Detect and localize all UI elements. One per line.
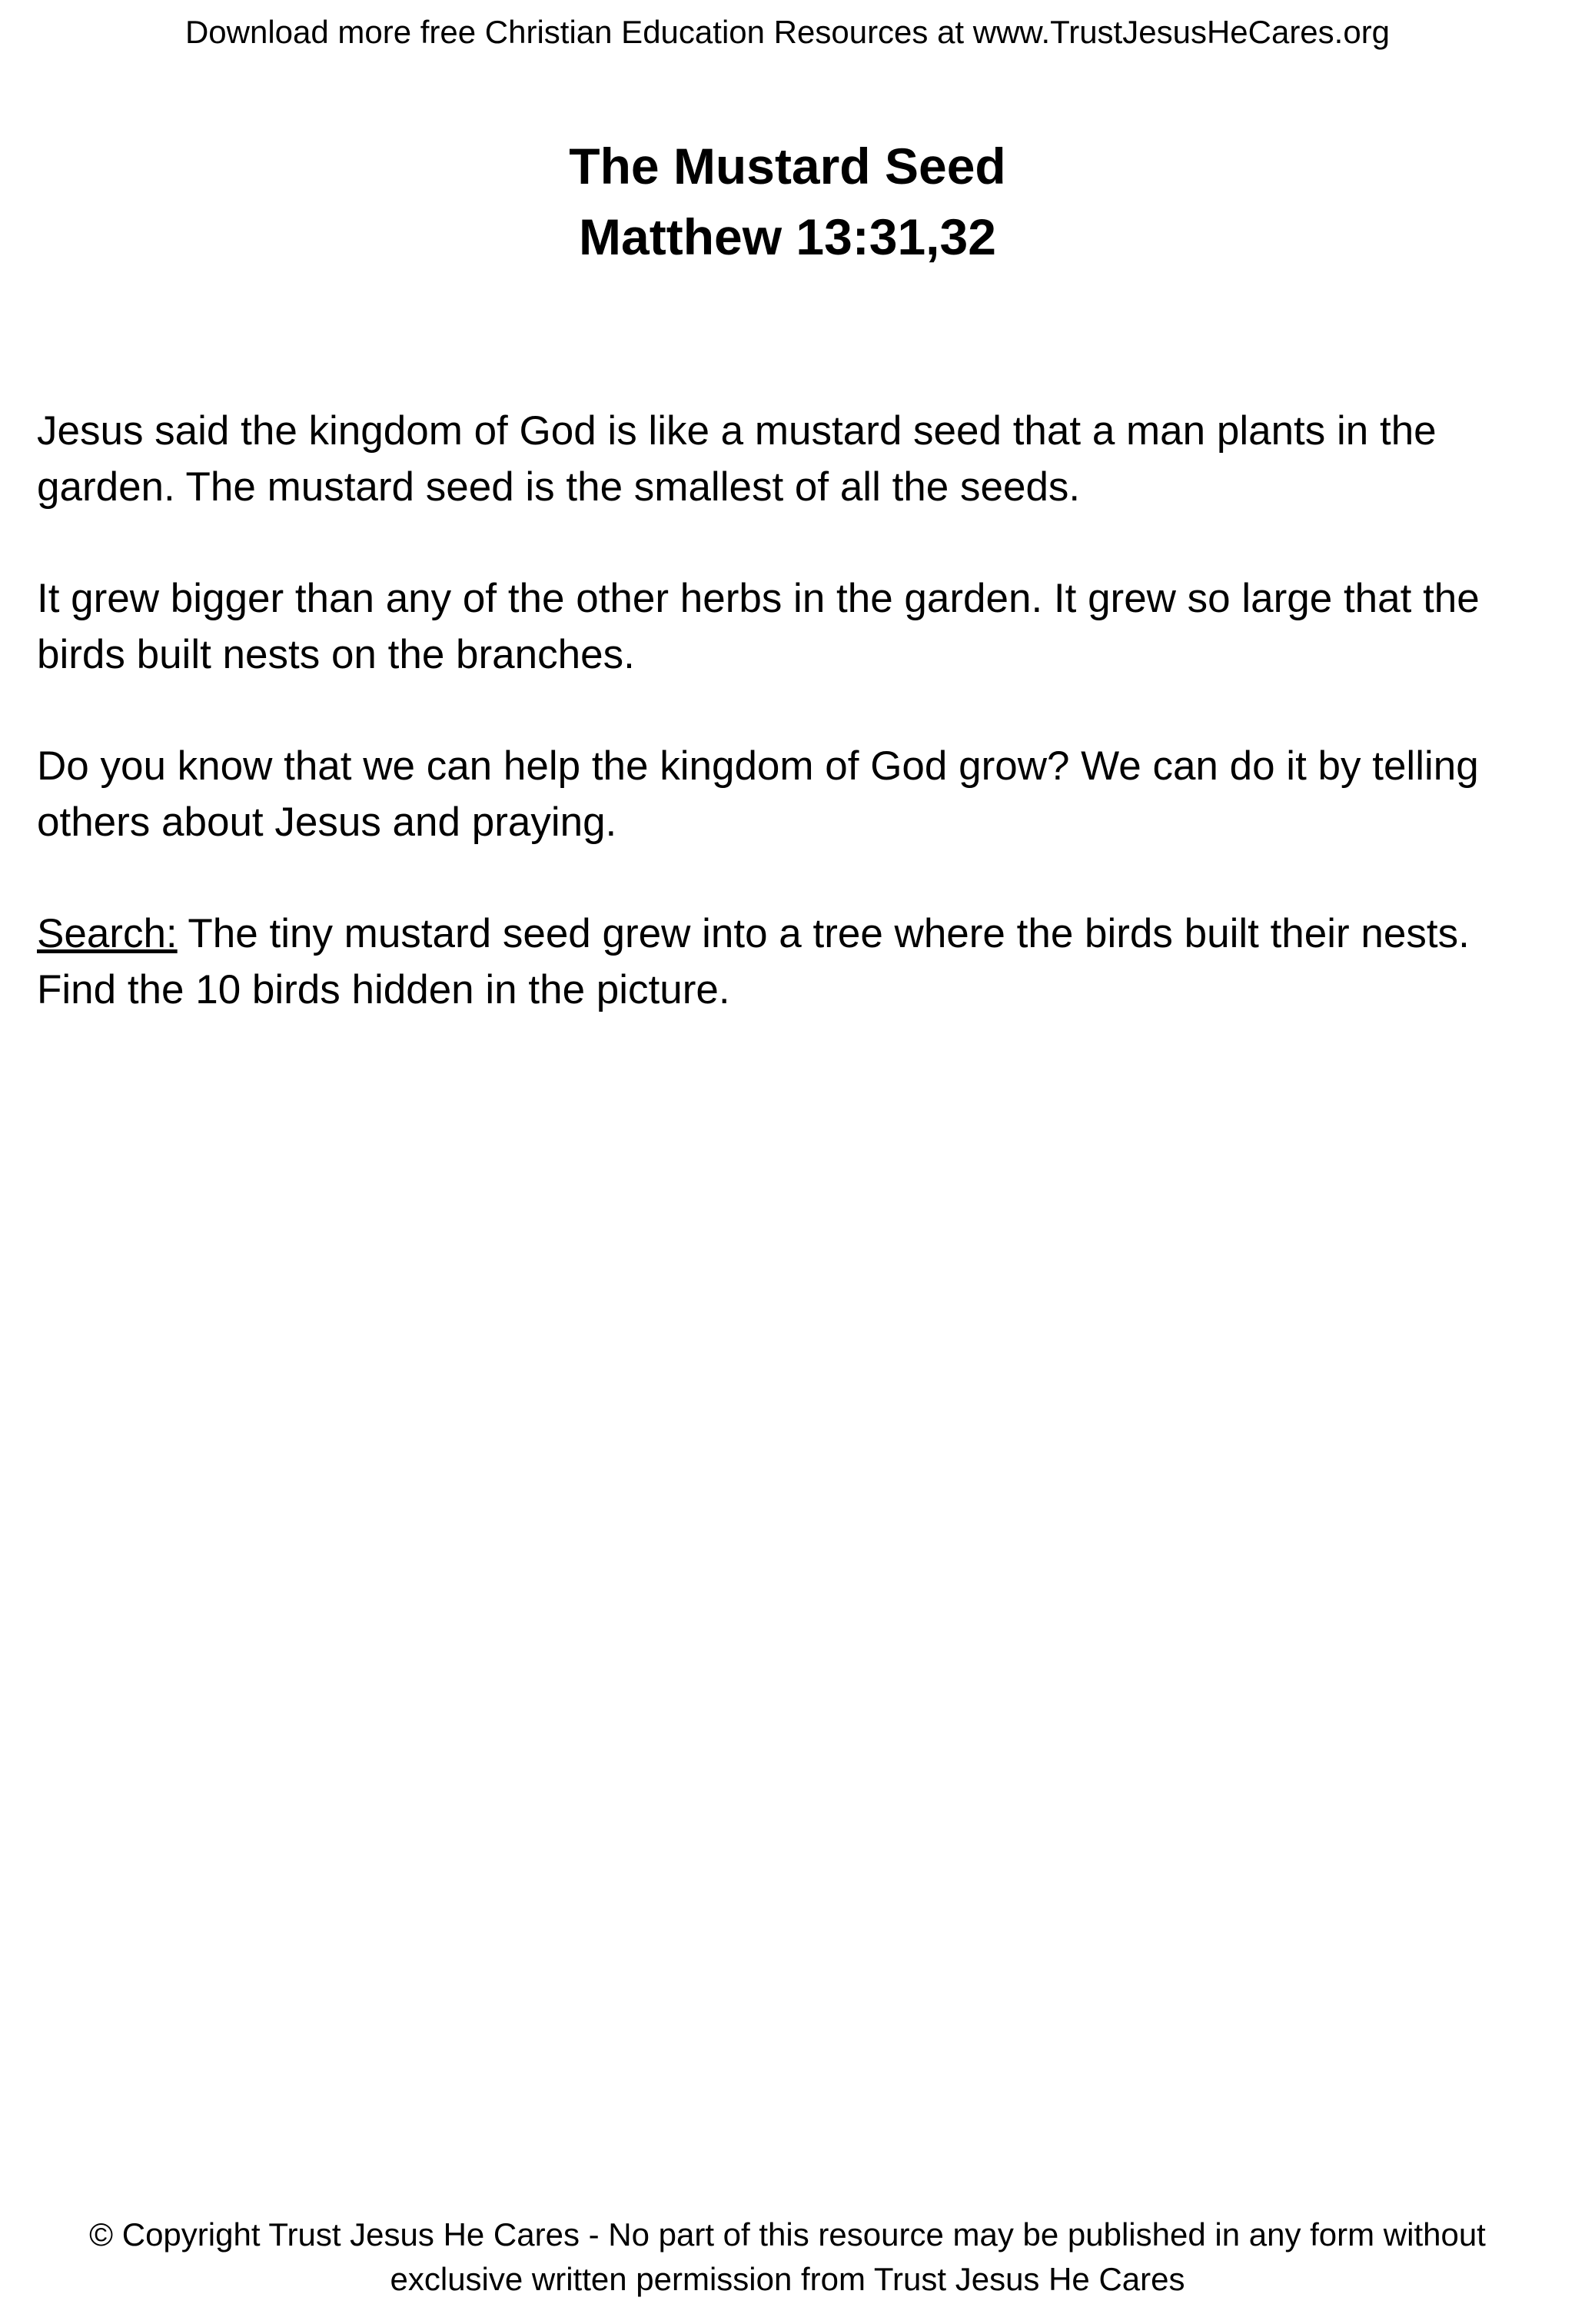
scripture-reference: Matthew 13:31,32 — [579, 208, 996, 265]
story-paragraph-2: It grew bigger than any of the other herbs in the garden. It grew so large that the birds built nests on the branches. — [37, 576, 1480, 677]
search-instructions — [37, 906, 1543, 1018]
page-title: The Mustard Seed — [569, 138, 1006, 194]
copyright-line-1: © Copyright Trust Jesus He Cares - No part of this resource may be published in any form without — [89, 2216, 1486, 2253]
page-title-block — [0, 131, 1575, 272]
header-download-note: Download more free Christian Education Resources at www.TrustJesusHeCares.org — [184, 14, 1391, 50]
search-text: The tiny mustard seed grew into a tree where the birds built their nests. Find the 10 birds hidden in the picture. — [37, 911, 1470, 1012]
story-paragraph-1: Jesus said the kingdom of God is like a mustard seed that a man plants in the garden. The mustard seed is the smallest of all the seeds. — [37, 408, 1437, 510]
copyright-footer — [0, 2213, 1575, 2302]
copyright-line-2: exclusive written permission from Trust Jesus He Cares — [390, 2261, 1185, 2297]
story-paragraph-3: Do you know that we can help the kingdom of God grow? We can do it by telling others about Jesus and praying. — [37, 743, 1479, 845]
search-label: Search: — [37, 911, 178, 956]
story-body — [37, 403, 1543, 1073]
